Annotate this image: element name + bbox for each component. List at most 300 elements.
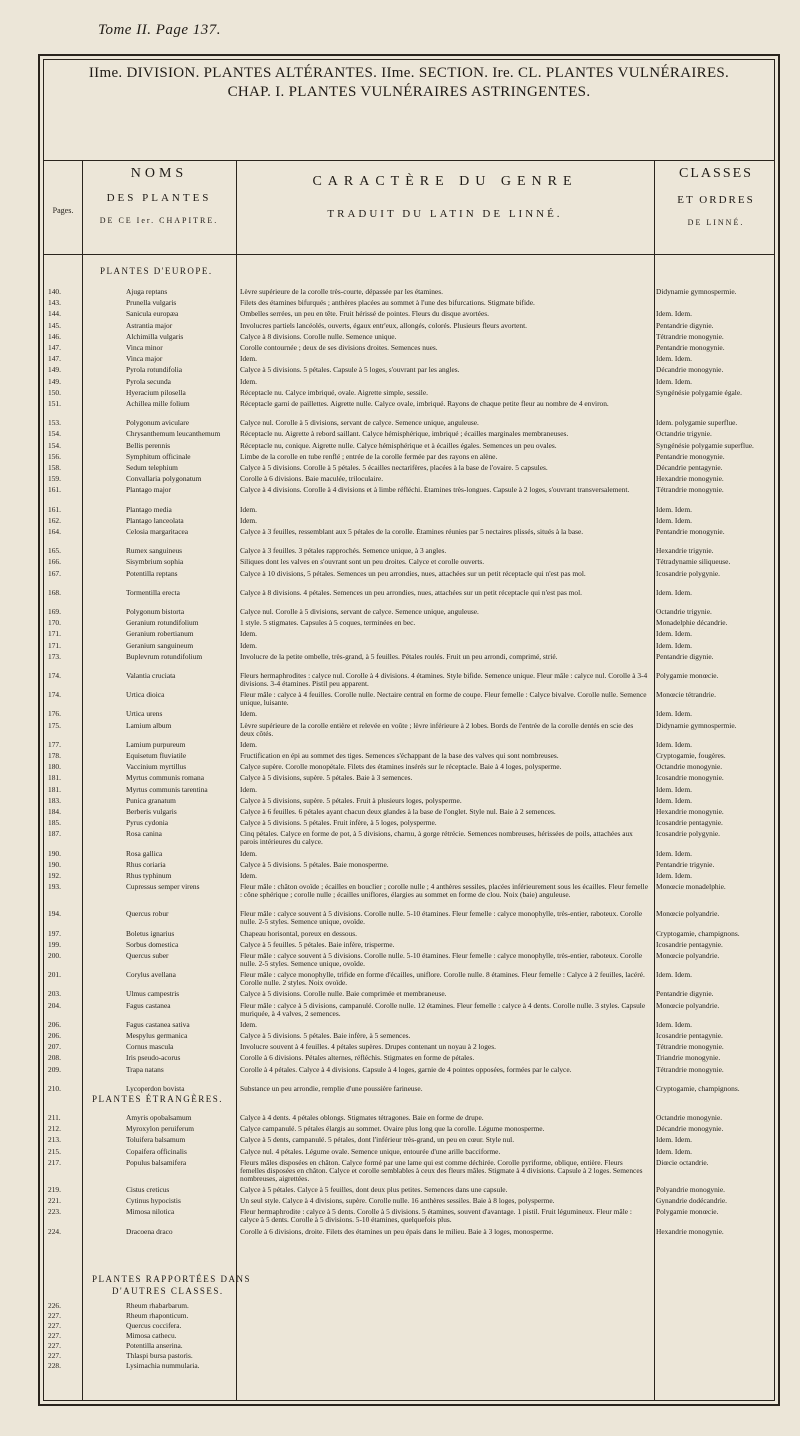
plant-name: Plantago lanceolata xyxy=(126,516,184,525)
linnaean-class: Octandrie trigynie. xyxy=(656,608,712,616)
plant-name: Equisetum fluviatile xyxy=(126,752,187,760)
genus-character: Limbe de la corolle en tube renflé ; entrée de la corolle fermée par des rayons en alène. xyxy=(240,452,498,461)
linnaean-class: Icosandrie pentagynie. xyxy=(656,819,723,828)
plant-name: Fagus castanea xyxy=(126,1001,171,1010)
page-number: 181. xyxy=(48,785,61,794)
plant-name: Copaifera officinalis xyxy=(126,1147,187,1156)
linnaean-class: Monœcie polyandrie. xyxy=(656,910,720,919)
page-number: 203. xyxy=(48,990,61,999)
linnaean-class: Idem. polygamie superflue. xyxy=(656,419,738,428)
genus-character: Calyce à 3 feuilles, ressemblant aux 5 pétales de la corolle. Étamines réunies par 5 nectaires plissés, situés à la base. xyxy=(240,528,584,536)
genus-character: Calyce campanulé. 5 pétales élargis au sommet. Ovaire plus long que la corolle. Légume monosperme. xyxy=(240,1125,545,1134)
linnaean-class: Idem. Idem. xyxy=(656,796,692,805)
page-number: 227. xyxy=(48,1342,61,1350)
page-number: 149. xyxy=(48,366,61,375)
page-number: 171. xyxy=(48,630,61,639)
linnaean-class: Tétrandrie monogynie. xyxy=(656,1043,724,1052)
page-number: 183. xyxy=(48,796,61,805)
plant-name: Urtica urens xyxy=(126,710,163,719)
genus-character: Corolle à 6 divisions. Pétales alternes, réfléchis. Stigmates en forme de pétales. xyxy=(240,1054,475,1063)
genus-character: Fleur mâle : calyce souvent à 5 divisions. Corolle nulle. 5-10 étamines. Fleur femelle : calyce monophylle, très-entier, raboteux. Corolle nulle. 2-5 styles. Semence unique, ovoïde. xyxy=(240,910,643,927)
genus-character: Corolle à 6 divisions, droite. Filets des étamines un peu épais dans le milieu. Baie à 3 loges, monosperme. xyxy=(240,1227,554,1236)
linnaean-class: Pentandrie digynie. xyxy=(656,321,714,330)
plant-name: Polygonum aviculare xyxy=(126,419,190,428)
linnaean-class: Cryptogamie, fougères. xyxy=(656,752,726,760)
genus-character: Involucre de la petite ombelle, très-grand, à 5 feuilles. Pétales roulés. Fruit un peu arrondi, comprimé, strié. xyxy=(240,652,558,661)
plant-name: Vinca minor xyxy=(126,344,163,352)
page-number: 174. xyxy=(48,672,61,680)
plant-name: Punica granatum xyxy=(126,796,176,805)
genus-character: Fleur mâle : calyce souvent à 5 divisions. Corolle nulle. 5-10 étamines. Fleur femelle : calyce monophylle, très-entier, raboteux. Corolle nulle. 2-5 styles. Semence unique, ovoïde. xyxy=(240,952,643,968)
plant-name: Dracoena draco xyxy=(126,1227,173,1236)
genus-character: Calyce à 5 divisions. 5 pétales. Baie monosperme. xyxy=(240,860,389,869)
genus-character: Fleur mâle : calyce à 5 divisions, campanulé. Corolle nulle. 12 étamines. Fleur femelle : calyce à 4 dents. Corolle nulle. 3 styles. Capsule muriquée, à 4 valves, 2 semences. xyxy=(240,1001,646,1018)
linnaean-class: Icosandrie pentagynie. xyxy=(656,1032,723,1040)
plant-name: Thlaspi bursa pastoris. xyxy=(126,1352,193,1360)
genus-character: Idem. xyxy=(240,516,258,525)
plant-name: Pyrus cydonia xyxy=(126,819,169,828)
header-names-line-1: NOMS xyxy=(130,166,188,181)
genus-character: Ombelles serrées, un peu en tête. Fruit hérissé de pointes. Fleurs du disque avortées. xyxy=(240,310,489,319)
section-rapportees-2: D'AUTRES CLASSES. xyxy=(112,1286,224,1296)
linnaean-class: Tétradynamie siliqueuse. xyxy=(656,558,731,567)
genus-character: Calyce à 8 divisions. 4 pétales. Semences un peu arrondies, nues, attachées sur un petit réceptacle qui n'est pas mol. xyxy=(240,588,583,597)
plant-name: Achillea mille folium xyxy=(126,400,190,408)
linnaean-class: Diœcie octandrie. xyxy=(656,1158,709,1167)
plant-name: Valantia cruciata xyxy=(126,672,176,680)
plant-name: Polygonum bistorta xyxy=(126,608,185,616)
genus-character: Corolle à 6 divisions. Baie maculée, triloculaire. xyxy=(240,475,384,484)
genus-character: Calyce nul. Corolle à 5 divisions, servant de calyce. Semence unique, anguleuse. xyxy=(240,608,479,616)
page-number: 226. xyxy=(48,1302,61,1310)
genus-character: Lèvre supérieure de la corolle très-courte, dépassée par les étamines. xyxy=(240,288,443,296)
linnaean-class: Idem. Idem. xyxy=(656,310,692,319)
linnaean-class: Icosandrie monogynie. xyxy=(656,774,724,783)
plant-name: Lamium album xyxy=(126,721,172,730)
genus-character: Calyce à 3 feuilles. 3 pétales rapprochés. Semence unique, à 3 angles. xyxy=(240,547,447,556)
page-number: 193. xyxy=(48,883,61,892)
genus-character: Réceptacle garni de paillettes. Aigrette nulle. Calyce ovale, imbriqué. Rayons de chaque petite fleur au nombre de 4 environ. xyxy=(240,400,609,408)
page-number: 212. xyxy=(48,1125,61,1134)
plant-name: Fagus castanea sativa xyxy=(126,1020,190,1029)
linnaean-class: Polygamie monœcie. xyxy=(656,1208,719,1217)
plant-name: Urtica dioica xyxy=(126,691,165,700)
genus-character: Réceptacle nu. Calyce imbriqué, ovale. Aigrette simple, sessile. xyxy=(240,388,428,397)
page-number: 215. xyxy=(48,1147,61,1156)
linnaean-class: Icosandrie polygynie. xyxy=(656,569,721,578)
plant-name: Celosia margaritacea xyxy=(126,528,189,536)
genus-character: Fructification en épi au sommet des tiges. Semences s'échappant de la base des valves qui sont nombreuses. xyxy=(240,752,559,760)
section-etrangeres: PLANTES ÉTRANGÈRES. xyxy=(92,1094,224,1104)
page-number: 158. xyxy=(48,464,61,472)
genus-character: Idem. xyxy=(240,785,258,794)
genus-character: Filets des étamines bifurqués ; anthères placées au sommet à l'une des bifurcations. Stigmate bifide. xyxy=(240,299,535,308)
plant-name: Mimosa nilotica xyxy=(126,1208,175,1217)
plant-name: Trapa natans xyxy=(126,1065,164,1074)
plant-name: Plantago major xyxy=(126,486,171,495)
genus-character: Fleur hermaphrodite : calyce à 5 dents. Corolle à 5 divisions. 5 étamines, souvent d'avantage. 1 pistil. Fruit légumineux. Fleur mâle : calyce à 5 dents. Corolle à 5 divisions. 5-10 étamines, quelquefois plus. xyxy=(240,1208,632,1225)
section-rapportees-1: PLANTES RAPPORTÉES DANS xyxy=(92,1274,251,1284)
page-number: 153. xyxy=(48,419,61,428)
genus-character: Calyce à 6 feuilles. 6 pétales ayant chacun deux glandes à la base de l'onglet. Style nul. Baie à 2 semences. xyxy=(240,808,556,816)
linnaean-class: Monœcie tétrandrie. xyxy=(656,691,716,700)
plant-name: Cistus creticus xyxy=(126,1186,170,1194)
page-number: 174. xyxy=(48,691,61,700)
genus-character: Calyce à 10 divisions, 5 pétales. Semences un peu arrondies, nues, attachées sur un petit réceptacle qui n'est pas mol. xyxy=(240,569,586,578)
genus-character: Fleur mâle : châton ovoïde ; écailles en bouclier ; corolle nulle ; 4 anthères sessiles, placées inférieurement sous les écailles. Fleur femelle : cône sphérique ; corolle nulle ; écailles uniflores, élargies au sommet en forme de clou. Noix (baie) anguleuse. xyxy=(240,883,648,900)
genus-character: Calyce à 5 divisions. 5 pétales. Capsule à 5 loges, s'ouvrant par les angles. xyxy=(240,366,460,375)
linnaean-class: Monœcie polyandrie. xyxy=(656,952,720,960)
genus-character: Idem. xyxy=(240,740,258,749)
genus-character: Idem. xyxy=(240,1020,258,1029)
page-number: 213. xyxy=(48,1136,61,1145)
table-sheet xyxy=(38,54,780,1406)
column-divider-characters xyxy=(654,160,655,1400)
linnaean-class: Idem. Idem. xyxy=(656,1020,692,1029)
page-number: 206. xyxy=(48,1032,61,1040)
plant-name: Myrtus communis romana xyxy=(126,774,205,783)
linnaean-class: Idem. Idem. xyxy=(656,1147,692,1156)
page-number: 140. xyxy=(48,288,61,296)
header-top-rule xyxy=(44,160,774,161)
linnaean-class: Pentandrie monogynie. xyxy=(656,344,725,352)
page-number: 170. xyxy=(48,619,61,628)
page-number: 159. xyxy=(48,475,61,484)
running-head: Tome II. Page 137. xyxy=(98,22,222,38)
page-number: 166. xyxy=(48,558,61,567)
genus-character: Idem. xyxy=(240,710,258,719)
genus-character: Calyce nul. Corolle à 5 divisions, servant de calyce. Semence unique, anguleuse. xyxy=(240,419,479,428)
genus-character: Cinq pétales. Calyce en forme de pot, à 5 divisions, charnu, à gorge rétrécie. Semences nombreuses, hérissées de poils, attachées aux parois intérieures du calyce. xyxy=(240,830,633,847)
linnaean-class: Idem. Idem. xyxy=(656,785,692,794)
plant-name: Cytinus hypocistis xyxy=(126,1197,181,1206)
page-number: 209. xyxy=(48,1065,61,1074)
plant-name: Cupressus semper virens xyxy=(126,883,200,892)
linnaean-class: Pentandrie digynie. xyxy=(656,990,714,999)
page-number: 169. xyxy=(48,608,61,616)
page-number: 176. xyxy=(48,710,61,719)
header-bottom-rule xyxy=(44,254,774,255)
linnaean-class: Syngénésie polygamie superflue. xyxy=(656,441,754,450)
plant-name: Toluifera balsamum xyxy=(126,1136,186,1145)
header-characters xyxy=(236,166,654,220)
plant-name: Amyris opobalsamum xyxy=(126,1114,192,1122)
header-names-line-3: DE CE Ier. CHAPITRE. xyxy=(99,216,219,225)
plant-name: Sorbus domestica xyxy=(126,940,179,949)
plant-name: Plantago media xyxy=(126,505,172,514)
plant-name: Ulmus campestris xyxy=(126,990,180,999)
linnaean-class: Polyandrie monogynie. xyxy=(656,1186,725,1194)
genus-character: Idem. xyxy=(240,377,258,386)
linnaean-class: Tétrandrie monogynie. xyxy=(656,332,724,341)
linnaean-class: Monœcie monadelphie. xyxy=(656,883,726,892)
genus-character: Calyce à 8 divisions. Corolle nulle. Semence unique. xyxy=(240,332,397,341)
linnaean-class: Idem. Idem. xyxy=(656,355,692,364)
page-number: 154. xyxy=(48,430,61,439)
linnaean-class: Idem. Idem. xyxy=(656,740,692,749)
page-number: 201. xyxy=(48,971,61,980)
page-number: 221. xyxy=(48,1197,61,1206)
linnaean-class: Pentandrie trigynie. xyxy=(656,860,715,869)
linnaean-class: Hexandrie monogynie. xyxy=(656,808,724,816)
plant-name: Alchimilla vulgaris xyxy=(126,332,184,341)
page-number: 190. xyxy=(48,860,61,869)
plant-name: Convallaria polygonatum xyxy=(126,475,202,484)
plant-name: Tormentilla erecta xyxy=(126,588,180,597)
page-number: 190. xyxy=(48,849,61,858)
linnaean-class: Cryptogamie, champignons. xyxy=(656,1084,740,1093)
linnaean-class: Icosandrie pentagynie. xyxy=(656,940,723,949)
genus-character: 1 style. 5 stigmates. Capsules à 5 coques, terminées en bec. xyxy=(240,619,416,628)
genus-character: Idem. xyxy=(240,849,258,858)
page-number: 156. xyxy=(48,452,61,461)
genus-character: Calyce à 5 dents, campanulé. 5 pétales, dont l'inférieur très-grand, un peu en cœur. Style nul. xyxy=(240,1136,515,1145)
header-names xyxy=(82,166,236,225)
plant-name: Boletus ignarius xyxy=(126,929,175,938)
genus-character: Idem. xyxy=(240,355,258,364)
linnaean-class: Octandrie monogynie. xyxy=(656,1114,723,1122)
page-number: 149. xyxy=(48,377,61,386)
page-number: 147. xyxy=(48,344,61,352)
genus-character: Fleurs hermaphrodites : calyce nul. Corolle à 4 divisions. 4 étamines. Style bifide. Semence unique. Fleur mâle : calyce nul. Corolle à 3-4 divisions. 3-4 étamines. Pistil peu apparent. xyxy=(240,672,648,688)
plant-name: Buplevrum rotundifolium xyxy=(126,652,203,661)
genus-character: Un seul style. Calyce à 4 divisions, supère. Corolle nulle. 16 anthères sessiles. Baie à 8 loges, polysperme. xyxy=(240,1197,555,1206)
header-pages: Pages. xyxy=(52,206,74,215)
genus-character: Calyce à 5 feuilles. 5 pétales. Baie infère, trisperme. xyxy=(240,940,395,949)
linnaean-class: Pentandrie monogynie. xyxy=(656,452,725,461)
genus-character: Réceptacle nu. Aigrette à rebord saillant. Calyce hémisphérique, imbriqué ; écailles marginales membraneuses. xyxy=(240,430,569,439)
linnaean-class: Pentandrie monogynie. xyxy=(656,528,725,536)
linnaean-class: Cryptogamie, champignons. xyxy=(656,929,740,938)
plant-name: Potentilla anserina. xyxy=(126,1342,183,1350)
plant-name: Quercus coccifera. xyxy=(126,1322,182,1330)
genus-character: Calyce à 5 divisions, supère. 5 pétales. Baie à 3 semences. xyxy=(240,774,413,783)
plant-name: Rumex sanguineus xyxy=(126,547,183,556)
plant-name: Geranium robertianum xyxy=(126,630,194,639)
header-names-line-2: DES PLANTES xyxy=(106,192,212,204)
page-number: 161. xyxy=(48,486,61,495)
page-number: 177. xyxy=(48,740,61,749)
page-number: 211. xyxy=(48,1114,61,1122)
plant-name: Myrtus communis tarentina xyxy=(126,785,208,794)
title-line-1: IIme. DIVISION. PLANTES ALTÉRANTES. IIme. SECTION. Ire. CL. PLANTES VULNÉRAIRES. xyxy=(88,65,730,81)
genus-character: Réceptacle nu, conique. Aigrette nulle. Calyce hémisphérique et à écailles égales. Semences un peu ovales. xyxy=(240,441,557,450)
genus-character: Idem. xyxy=(240,630,258,639)
genus-character: Calyce à 5 divisions. Corolle nulle. Baie comprimée et membraneuse. xyxy=(240,990,447,999)
page-number: 180. xyxy=(48,763,61,772)
page-number: 207. xyxy=(48,1043,61,1052)
genus-character: Idem. xyxy=(240,641,258,650)
plant-name: Cornus mascula xyxy=(126,1043,174,1052)
page-number: 197. xyxy=(48,929,61,938)
page-number: 227. xyxy=(48,1352,61,1360)
page-number: 227. xyxy=(48,1322,61,1330)
plant-name: Quercus robur xyxy=(126,910,169,919)
linnaean-class: Décandrie monogynie. xyxy=(656,1125,724,1134)
linnaean-class: Hexandrie monogynie. xyxy=(656,1227,724,1236)
page-number: 185. xyxy=(48,819,61,828)
linnaean-class: Tétrandrie monogynie. xyxy=(656,486,724,495)
plant-name: Populus balsamifera xyxy=(126,1158,187,1167)
linnaean-class: Idem. Idem. xyxy=(656,516,692,525)
plant-name: Vaccinium myrtillus xyxy=(126,763,187,772)
plant-name: Quercus suber xyxy=(126,952,169,960)
plant-name: Rheum rhaponticum. xyxy=(126,1312,189,1320)
page-number: 154. xyxy=(48,441,61,450)
genus-character: Calyce à 4 divisions. Corolle à 4 divisions et à limbe réfléchi. Étamines très-longues. Capsule à 2 loges, s'ouvrant transversalement. xyxy=(240,486,630,495)
linnaean-class: Didynamie gymnospermie. xyxy=(656,721,737,730)
plant-name: Vinca major xyxy=(126,355,163,364)
page-number: 224. xyxy=(48,1227,61,1236)
linnaean-class: Hexandrie trigynie. xyxy=(656,547,714,556)
linnaean-class: Tétrandrie monogynie. xyxy=(656,1065,724,1074)
plant-name: Rheum rhabarbarum. xyxy=(126,1302,189,1310)
genus-character: Calyce à 5 divisions. 5 pétales. Baie infère, à 5 semences. xyxy=(240,1032,411,1040)
linnaean-class: Idem. Idem. xyxy=(656,872,692,880)
plant-name: Berberis vulgaris xyxy=(126,808,177,816)
plant-name: Geranium sanguineum xyxy=(126,641,194,650)
linnaean-class: Hexandrie monogynie. xyxy=(656,475,724,484)
header-characters-line-2: TRADUIT DU LATIN DE LINNÉ. xyxy=(327,208,563,220)
linnaean-class: Pentandrie digynie. xyxy=(656,652,714,661)
plant-name: Bellis perennis xyxy=(126,441,171,450)
genus-character: Substance un peu arrondie, remplie d'une poussière farineuse. xyxy=(240,1084,423,1093)
page-number: 181. xyxy=(48,774,61,783)
plant-name: Mespylus germanica xyxy=(126,1032,188,1040)
page-number: 206. xyxy=(48,1020,61,1029)
linnaean-class: Idem. Idem. xyxy=(656,1136,692,1145)
genus-character: Calyce à 5 pétales. Calyce à 5 feuilles, dont deux plus petites. Semences dans une capsule. xyxy=(240,1186,508,1194)
page-number: 178. xyxy=(48,752,61,760)
plant-name: Pyrola rotundifolia xyxy=(126,366,183,375)
genus-character: Calyce à 5 divisions. Corolle à 5 pétales. 5 écailles nectarifères, placées à la base de l'ovaire. 5 capsules. xyxy=(240,464,548,472)
page-number: 184. xyxy=(48,808,61,816)
linnaean-class: Décandrie monogynie. xyxy=(656,366,724,375)
genus-character: Calyce supère. Corolle monopétale. Filets des étamines insérés sur le réceptacle. Baie à 4 loges, polysperme. xyxy=(240,763,562,772)
genus-character: Lèvre supérieure de la corolle entière et relevée en voûte ; lèvre inférieure à 2 lobes. Bords de l'entrée de la corolle dentés en scie des deux côtés. xyxy=(240,721,634,738)
linnaean-class: Idem. Idem. xyxy=(656,377,692,386)
page-number: 228. xyxy=(48,1362,61,1370)
linnaean-class: Octandrie monogynie. xyxy=(656,763,723,772)
plant-name: Myroxylon peruiferum xyxy=(126,1125,194,1134)
plant-name: Lysimachia nummularia. xyxy=(126,1362,200,1370)
page-number: 227. xyxy=(48,1312,61,1320)
page-number: 144. xyxy=(48,310,61,319)
page-number: 217. xyxy=(48,1158,61,1167)
genus-character: Corolle à 4 pétales. Calyce à 4 divisions. Capsule à 4 loges, garnie de 4 pointes opposées, formées par le calyce. xyxy=(240,1065,572,1074)
linnaean-class: Icosandrie polygynie. xyxy=(656,830,721,839)
linnaean-class: Idem. Idem. xyxy=(656,971,692,980)
linnaean-class: Idem. Idem. xyxy=(656,641,692,650)
genus-character: Calyce à 5 divisions. 5 pétales. Fruit infère, à 5 loges, polysperme. xyxy=(240,819,437,828)
page-number: 143. xyxy=(48,299,61,308)
page-number: 199. xyxy=(48,940,61,949)
page-number: 171. xyxy=(48,641,61,650)
title-line-2: CHAP. I. PLANTES VULNÉRAIRES ASTRINGENTES. xyxy=(227,84,591,100)
page-number: 223. xyxy=(48,1208,61,1217)
page-number: 167. xyxy=(48,569,61,578)
page-number: 210. xyxy=(48,1084,61,1093)
linnaean-class: Triandrie monogynie. xyxy=(656,1054,721,1063)
linnaean-class: Décandrie pentagynie. xyxy=(656,464,723,472)
page-number: 227. xyxy=(48,1332,61,1340)
page-number: 194. xyxy=(48,910,61,919)
genus-character: Idem. xyxy=(240,872,258,880)
plant-name: Astrantia major xyxy=(126,321,173,330)
linnaean-class: Gynandrie dodécandrie. xyxy=(656,1197,728,1206)
plant-name: Lamium purpureum xyxy=(126,740,186,749)
header-characters-line-1: CARACTÈRE DU GENRE xyxy=(312,174,578,189)
page-number: 164. xyxy=(48,528,61,536)
plant-name: Rosa canina xyxy=(126,830,162,839)
plant-name: Prunella vulgaris xyxy=(126,299,177,308)
genus-character: Involucre souvent à 4 feuilles. 4 pétales supères. Drupes contenant un noyau à 2 loges. xyxy=(240,1043,496,1052)
plant-name: Symphitum officinale xyxy=(126,452,191,461)
header-classes xyxy=(654,166,778,227)
page-number: 175. xyxy=(48,721,61,730)
page-number: 173. xyxy=(48,652,61,661)
linnaean-class: Idem. Idem. xyxy=(656,505,692,514)
page-number: 165. xyxy=(48,547,61,556)
page-number: 146. xyxy=(48,332,61,341)
header-classes-line-1: CLASSES xyxy=(679,166,753,181)
linnaean-class: Monœcie polyandrie. xyxy=(656,1001,720,1010)
page-number: 208. xyxy=(48,1054,61,1063)
page-number: 192. xyxy=(48,872,61,880)
page-number: 187. xyxy=(48,830,61,839)
plant-name: Corylus avellana xyxy=(126,971,176,980)
header-classes-line-3: DE LINNÉ. xyxy=(687,218,745,227)
genus-character: Siliques dont les valves en s'ouvrant sont un peu droites. Calyce et corolle ouverts. xyxy=(240,558,485,567)
plant-name: Ajuga reptans xyxy=(126,288,168,296)
plant-name: Mimosa cathecu. xyxy=(126,1332,177,1340)
page-title xyxy=(44,64,774,102)
linnaean-class: Idem. Idem. xyxy=(656,588,692,597)
linnaean-class: Syngénésie polygamie égale. xyxy=(656,388,742,397)
page-number: 200. xyxy=(48,952,61,960)
section-europe: PLANTES D'EUROPE. xyxy=(100,266,213,276)
plant-name: Hyeracium pilosella xyxy=(126,388,186,397)
page-number: 162. xyxy=(48,516,61,525)
linnaean-class: Idem. Idem. xyxy=(656,710,692,719)
linnaean-class: Idem. Idem. xyxy=(656,630,692,639)
genus-character: Calyce nul. 4 pétales. Légume ovale. Semence unique, entourée d'une arille bacciforme. xyxy=(240,1147,501,1156)
plant-name: Potentilla reptans xyxy=(126,569,178,578)
genus-character: Fleur mâle : calyce à 4 feuilles. Corolle nulle. Nectaire central en forme de coupe. Fleur femelle : Calyce bivalve. Corolle nulle. Semence unique, luisante. xyxy=(240,691,647,708)
plant-name: Sedum telephium xyxy=(126,464,178,472)
genus-character: Fleur mâle : calyce monophylle, trifide en forme d'écailles, uniflore. Corolle nulle. 8 étamines. Fleur femelle : Calyce à 2 feuilles, lacéré. Corolle nulle. 2 styles. Noix ovoïde. xyxy=(240,971,645,988)
page-number: 145. xyxy=(48,321,61,330)
plant-name: Rosa gallica xyxy=(126,849,163,858)
page-number: 150. xyxy=(48,388,61,397)
plant-name: Rhus coriaria xyxy=(126,860,166,869)
linnaean-class: Idem. Idem. xyxy=(656,849,692,858)
page-number: 151. xyxy=(48,400,61,408)
plant-name: Chrysanthemum leucanthemum xyxy=(126,430,221,439)
genus-character: Calyce à 4 dents. 4 pétales oblongs. Stigmates tétragones. Baie en forme de drupe. xyxy=(240,1114,484,1122)
plant-name: Iris pseudo-acorus xyxy=(126,1054,181,1063)
page-number: 168. xyxy=(48,588,61,597)
genus-character: Fleurs mâles disposées en châton. Calyce formé par une lame qui est comme déchirée. Corolle pyriforme, oblique, entière. Fleurs femelles disposées en châton. Calyce et corolle semblables à ceux des fleurs mâles. Stigmate à 4 divisions. Capsule à 2 loges. Semences nombreuses, aigrettées. xyxy=(240,1158,643,1183)
genus-character: Involucres partiels lancéolés, ouverts, égaux entr'eux, allongés, colorés. Plusieurs fleurs avortent. xyxy=(240,321,528,330)
page-number: 204. xyxy=(48,1001,61,1010)
page-number: 219. xyxy=(48,1186,61,1194)
page-number: 161. xyxy=(48,505,61,514)
linnaean-class: Polygamie monœcie. xyxy=(656,672,719,680)
plant-name: Pyrola secunda xyxy=(126,377,171,386)
plant-name: Lycoperdon bovista xyxy=(126,1084,185,1093)
header-classes-line-2: ET ORDRES xyxy=(677,194,755,206)
